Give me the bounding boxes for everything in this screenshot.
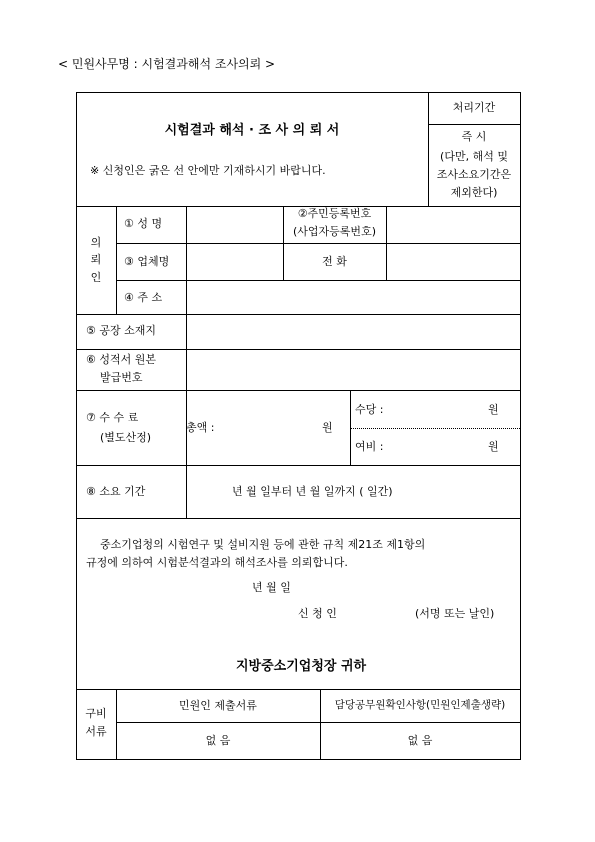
processing-period-value: 즉 시 xyxy=(461,130,487,143)
form-border-bottom xyxy=(76,759,521,760)
report-number-label-sub: 발급번호 xyxy=(100,371,143,384)
divider xyxy=(350,428,520,429)
documents-label: 서류 xyxy=(85,725,107,738)
declaration-text: 중소기업청의 시험연구 및 설비지원 등에 관한 규칙 제21조 제1항의 xyxy=(100,538,426,551)
factory-location-field[interactable] xyxy=(187,315,519,348)
reg-no-field[interactable] xyxy=(387,207,519,242)
requester-group-label: 인 xyxy=(90,271,102,284)
official-check-value: 없 음 xyxy=(407,734,433,747)
report-number-label: ⑥ 성적서 원본 xyxy=(86,353,156,366)
processing-period-note: 조사소요기간은 xyxy=(436,168,512,181)
fee-label: ⑦ 수 수 료 xyxy=(86,411,139,424)
fee-allowance-unit: 원 xyxy=(488,403,499,416)
fee-travel-label: 여비 : xyxy=(355,440,384,453)
company-field[interactable] xyxy=(187,244,282,279)
divider xyxy=(76,689,521,690)
processing-period-label: 처리기간 xyxy=(452,101,496,114)
form-border-top xyxy=(76,92,521,93)
report-number-field[interactable] xyxy=(187,350,519,389)
requester-group-label: 뢰 xyxy=(90,253,102,266)
requester-group-label: 의 xyxy=(90,236,102,249)
phone-field[interactable] xyxy=(387,244,519,279)
reg-no-label-sub: (사업자등록번호) xyxy=(293,225,376,238)
declaration-date: 년 월 일 xyxy=(252,581,291,594)
divider xyxy=(76,390,521,391)
processing-period-note: 제외한다) xyxy=(450,186,498,199)
fee-total-label: 총액 : xyxy=(186,421,215,434)
applicant-documents-value: 없 음 xyxy=(205,734,231,747)
form-instruction: ※ 신청인은 굵은 선 안에만 기재하시기 바랍니다. xyxy=(90,164,326,177)
applicant-label: 신 청 인 xyxy=(298,607,337,620)
reg-no-label: ②주민등록번호 xyxy=(297,207,372,220)
divider xyxy=(428,124,520,125)
form-border-right xyxy=(520,92,521,759)
fee-travel-unit: 원 xyxy=(488,440,499,453)
divider xyxy=(76,518,521,519)
factory-location-label: ⑤ 공장 소재지 xyxy=(86,324,156,337)
signature-note: (서명 또는 날인) xyxy=(415,607,495,620)
fee-label-sub: (별도산정) xyxy=(100,431,152,444)
phone-label: 전 화 xyxy=(322,255,347,268)
company-label: ③ 업체명 xyxy=(124,255,170,268)
address-field[interactable] xyxy=(187,281,519,313)
form-title: 시험결과 해석 · 조 사 의 뢰 서 xyxy=(164,123,340,138)
period-label: ⑧ 소요 기간 xyxy=(86,485,146,498)
declaration-text: 규정에 의하여 시험분석결과의 해석조사를 의뢰합니다. xyxy=(86,556,348,569)
form-border-left xyxy=(76,92,77,759)
address-label: ④ 주 소 xyxy=(124,291,163,304)
divider xyxy=(116,206,117,314)
addressee: 지방중소기업청장 귀하 xyxy=(236,659,367,674)
period-value: 년 월 일부터 년 월 일까지 ( 일간) xyxy=(232,485,393,498)
name-field[interactable] xyxy=(187,207,282,242)
page-header-title: < 민원사무명 : 시험결과해석 조사의뢰 > xyxy=(58,57,276,71)
official-check-header: 담당공무원확인사항(민원인제출생략) xyxy=(334,699,506,711)
applicant-documents-header: 민원인 제출서류 xyxy=(179,699,257,712)
fee-total-unit: 원 xyxy=(322,421,333,434)
name-label: ① 성 명 xyxy=(124,217,163,230)
processing-period-note: (다만, 해석 및 xyxy=(440,150,508,163)
divider xyxy=(76,465,521,466)
documents-label: 구비 xyxy=(85,707,107,720)
divider xyxy=(116,722,521,723)
fee-allowance-label: 수당 : xyxy=(355,403,384,416)
